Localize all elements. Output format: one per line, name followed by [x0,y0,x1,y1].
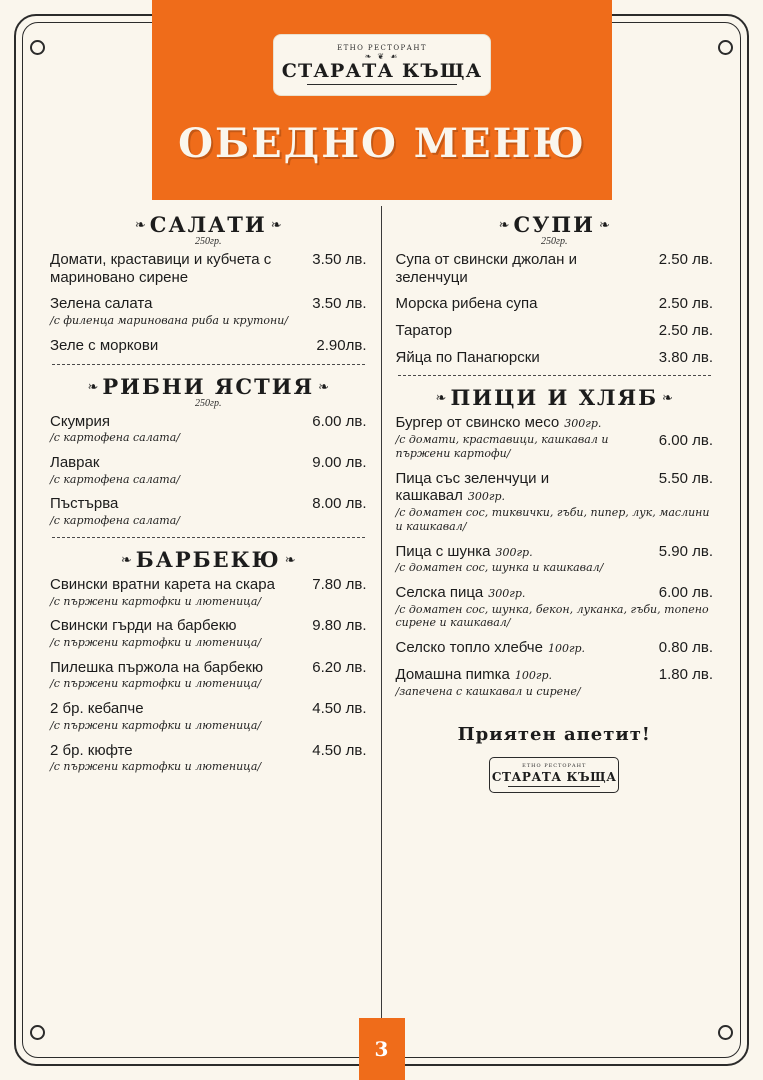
flourish-right-icon: ❧ [598,217,610,232]
footer-logo-underline [508,786,600,787]
item-name: Зелена салата [50,295,153,313]
section-header-bbq [50,547,367,572]
item-name: Морска рибена супа [395,295,538,313]
section-title: БАРБЕКЮ [135,546,281,572]
footer-logo-tagline: ЕТНО РЕСТОРАНТ [522,763,587,770]
flourish-left-icon: ❧ [134,217,146,232]
item-price: 2.50 лв. [658,251,713,268]
flourish-right-icon: ❧ [270,217,282,232]
menu-item [396,470,714,534]
menu-item [50,700,367,732]
item-price: 5.90 лв. [658,542,713,560]
page-title: ОБЕДНО МЕНЮ [178,120,586,167]
section-header-pizza [396,385,714,410]
item-name: Пъстърва [50,495,119,513]
restaurant-logo [273,34,491,96]
flourish-left-icon: ❧ [87,378,99,394]
item-name-text: Пица с шунка [395,542,491,560]
item-price: 8.00 лв. [312,495,367,513]
section-header-fish [50,374,367,409]
menu-column-left [36,206,382,1028]
section-divider [52,537,365,538]
item-price: 9.80 лв. [312,617,367,635]
item-name: 2 бр. кюфте [50,741,133,759]
logo-tagline: ЕТНО РЕСТОРАНТ [337,44,427,52]
item-description: /с пържени картофки и лютеница/ [50,635,262,649]
menu-content [36,206,727,1028]
menu-item [396,639,714,657]
menu-item [396,414,714,460]
section-subtitle: 250гр. [195,397,222,409]
menu-item [396,543,714,575]
item-name: Таратор [395,322,453,340]
menu-item [50,659,367,691]
menu-item [50,617,367,649]
corner-dot-icon [30,40,45,55]
flourish-left-icon: ❧ [435,390,447,406]
item-name [396,639,649,657]
item-description: /запечена с кашкавал и сирене/ [395,684,581,698]
item-gram: 100гр. [514,668,552,682]
item-description: /с пържени картофки и лютеница/ [50,760,262,774]
menu-item [396,295,714,313]
section-header-salads [50,212,367,247]
logo-ornament-icon: ❧ ❦ ☙ [364,52,400,61]
item-price: 6.00 лв. [658,583,713,601]
item-name: Скумрия [50,412,111,430]
menu-item [396,251,714,286]
item-name: Свински гърди на барбекю [50,617,237,635]
menu-item [50,742,367,774]
item-name: Домати, краставици и кубчета с маринованo сирене [50,251,272,286]
item-price: 7.80 лв. [312,575,367,593]
bon-appetit-text: Приятен апетит! [457,724,651,746]
section-title: ПИЦИ И ХЛЯБ [450,385,659,411]
item-gram: 300гр. [488,586,526,600]
item-gram: 100гр. [547,642,586,656]
menu-column-right [382,206,728,1028]
item-price: 6.20 лв. [312,658,367,676]
section-subtitle: 250гр. [541,236,568,247]
item-price: 9.00 лв. [312,453,367,471]
item-price: 4.50 лв. [312,700,367,718]
item-name-text: Селска пица [395,583,484,601]
menu-item [50,454,367,486]
item-price: 3.80 лв. [658,348,713,366]
item-name: Свински вратни карета на скара [50,575,275,593]
section-divider [398,375,712,376]
footer-logo [489,757,619,793]
flourish-right-icon: ❧ [318,378,330,394]
item-price: 5.50 лв. [658,469,713,487]
item-price: 4.50 лв. [312,741,367,759]
item-name [396,414,714,432]
item-price: 1.80 лв. [658,665,713,683]
item-description: /с пържени картофки и лютеница/ [50,677,262,691]
item-gram: 300гр. [495,545,533,559]
item-name-text: Селско топло хлебче [395,639,543,657]
item-description: /с пържени картофки и лютеница/ [50,718,262,732]
header-banner [152,0,612,200]
menu-item [50,413,367,445]
menu-item [50,251,367,286]
item-description: /с пържени картофки и лютеница/ [50,594,262,608]
item-name [396,666,649,684]
menu-item [396,322,714,340]
menu-item [50,495,367,527]
item-price: 2.90лв. [316,336,367,354]
item-price: 6.00 лв. [658,432,713,450]
item-price: 3.50 лв. [312,295,367,313]
menu-item [396,584,714,630]
item-name-text: Домашна пиmка [395,665,510,683]
item-description: /с доматен сос, шунка и кашкавал/ [395,561,604,575]
item-name: Лаврак [50,453,100,471]
corner-dot-icon [718,40,733,55]
footer-logo-name: СТАРАТА КЪЩА [491,770,617,785]
item-name-text: Бургер от свинско месо [395,414,560,432]
section-title: РИБНИ ЯСТИЯ [102,373,315,399]
page-number-badge: 3 [359,1018,405,1080]
item-description: /с доматен сос, тиквички, гъби, пипер, лук, маслини и кашкавал/ [395,506,710,533]
item-name-text: Пица със зеленчуци и кашкавал [395,469,550,505]
item-name [396,543,649,561]
flourish-right-icon: ❧ [662,390,673,406]
item-description: /с картофена салата/ [50,431,180,445]
item-gram: 300гр. [467,490,505,504]
item-description: /с домати, краставици, кашкавал и пържени картофи/ [395,433,609,460]
item-description: /с доматен сос, шунка, бекон, луканка, гъби, топено сирене и кашкавал/ [395,602,709,630]
section-title: СУПИ [513,212,595,237]
item-name: Яйца по Панагюрски [395,348,540,366]
menu-item [396,666,714,698]
item-name: Супа от свински джолан и зеленчуци [395,251,577,286]
item-name: 2 бр. кебапче [50,700,144,718]
item-name: Пилешка пържола на барбекю [50,658,264,676]
item-name: Зеле с моркови [50,336,159,354]
item-price: 6.00 лв. [312,412,367,430]
item-description: /с картофена салата/ [50,514,180,528]
item-price: 0.80 лв. [658,639,713,657]
item-description: /с картофена салата/ [50,472,180,486]
logo-underline [307,84,457,85]
item-name [396,584,649,602]
item-price: 3.50 лв. [312,251,367,268]
item-price: 2.50 лв. [658,295,713,313]
flourish-left-icon: ❧ [120,551,132,567]
logo-name: СТАРАТА КЪЩА [281,60,483,82]
item-name [396,470,649,505]
section-header-soups [396,212,714,247]
item-price: 2.50 лв. [658,322,713,340]
menu-item [396,349,714,367]
flourish-left-icon: ❧ [498,217,510,232]
item-gram: 300гр. [564,417,602,431]
section-subtitle: 250гр. [195,236,222,247]
item-description: /с филенца маринована риба и крутони/ [50,314,289,328]
menu-item [50,337,367,355]
menu-item [50,576,367,608]
menu-item [50,295,367,327]
section-divider [52,364,365,365]
flourish-right-icon: ❧ [284,551,296,567]
section-title: САЛАТИ [149,212,267,237]
